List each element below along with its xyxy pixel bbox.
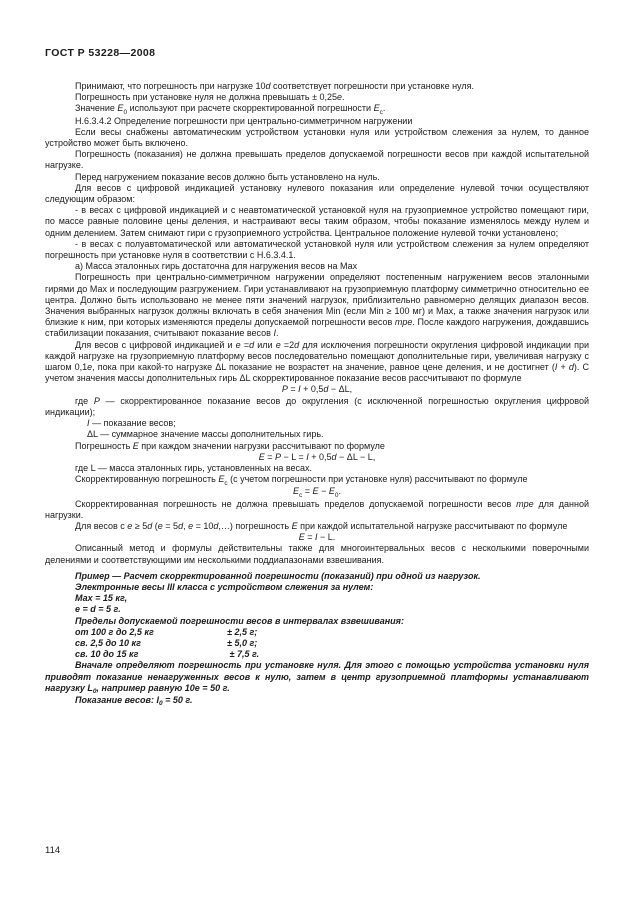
example-paragraph: е = d = 5 г. [75,604,121,615]
example-paragraph: Электронные весы III класса с устройством слежения за нулем: [75,581,374,592]
document-header: ГОСТ Р 53228—2008 [45,47,156,59]
paragraph: Скорректированная погрешность не должна превышать пределов допускаемой погрешности весов mpe для данной нагрузки. [45,498,589,520]
example-paragraph: Пределы допускаемой погрешности весов в интервалах взвешивания: [75,615,404,626]
paragraph: а) Масса эталонных гирь достаточна для нагружения весов на Мах [75,261,358,272]
example-paragraph: Вначале определяют погрешность при установке нуля. Для этого с помощью устройства установки нуля приводят показание ненагруженных весов к нулю, затем в центр грузоприемной платформы устанавливают нагрузку $L_0$, например равную 10е = 50 г. [45,660,589,696]
limit-range: св. 10 до 15 кг [75,649,139,660]
definition-item: I — показание весов; [87,418,176,429]
paragraph: Для весов с е ≥ 5d (е = 5d, е = 10d,…) погрешность Е при каждой испытательной нагрузке рассчитывают по формуле [75,520,568,531]
paragraph: Для весов с цифровой индикацией и е =d или е =2d для исключения погрешности округления цифровой индикации при каждой нагрузке на грузоприемную платформу весов последовательно помещают дополнительные гири, увеличивая нагрузку с шагом 0,1е, пока при какой-то нагрузке ΔL показание не возрастет на значение, равное цене деления, и не достигнет (I + d). С учетом значения массы дополнительных гирь ΔL скорректированное показание весов рассчитывают по формуле [45,339,590,384]
example-paragraph: Мах = 15 кг, [75,593,128,604]
limit-range: св. 2,5 до 10 кг [75,637,141,648]
paragraph: Если весы снабжены автоматическим устройством установки нуля или устройством слежения за нулем, то данное устройство может быть включено. [45,126,589,149]
limits-row [45,627,589,638]
paragraph: Н.6.3.4.2 Определение погрешности при центрально-симметричном нагружении [75,115,413,126]
paragraph: Описанный метод и формулы действительны также для многоинтервальных весов с несколькими поверочными делениями и соответствующими им несколькими поддиапазонами взвешивания. [45,543,589,565]
paragraph: Погрешность при установке нуля не должна превышать ± 0,25е. [75,92,345,103]
limit-range: от 100 г до 2,5 кг [75,626,154,637]
paragraph: - в весах с цифровой индикацией и с неавтоматической установкой нуля на грузоприемное устройство помещают гири, по массе равные половине цены деления, и настраивают весы таким образом, чтобы показание изменялось между нулем и одним делением. Затем снимают гири с грузоприемного устройства. Центральное положение нулевой точки установлено; [45,205,589,238]
paragraph: Погрешность (показания) не должна превышать пределов допускаемой погрешности весов при каждой испытательной нагрузке. [45,149,589,171]
example-paragraph: Пример — Расчет скорректированной погрешности (показаний) при одной из нагрузок. [75,570,481,581]
paragraph: Значение $Е_0$ используют при расчете скорректированной погрешности $Е_с$. [75,103,386,116]
paragraph: где L — масса эталонных гирь, установленных на весах. [75,462,313,473]
definition-item: ΔL — суммарное значение массы дополнительных гирь. [87,429,324,440]
limit-value: ± 7,5 г. [227,649,260,660]
paragraph: - в весах с полуавтоматической или автоматической установкой нуля или устройством слежения за нулем определяют погрешность при установке нуля в соответствии с Н.6.3.4.1. [45,238,589,261]
formula: Е = Р − L = I + 0,5d − ΔL − L, [258,451,376,462]
formula: Е = I − L. [298,532,336,543]
formula: $Е_с = Е - Е_0$. [293,486,341,499]
limits-row [45,638,589,649]
paragraph: Для весов с цифровой индикацией установку нулевого показания или определение нулевой точки осуществляют следующим образом: [45,182,589,205]
example-paragraph: Показание весов: $I_0 = 50$ г. [75,694,193,708]
paragraph: где Р — скорректированное показание весов до округления (с исключенной погрешностью округления цифровой индикации); [45,395,589,417]
paragraph: Погрешность при центрально-симметричном нагружении определяют постепенным нагружением весов эталонными гирями до Мах и последующим разгружением. Гири устанавливают на грузоприемную платформу симметрично относительно ее центра. Должно быть использовано не менее пяти значений нагрузок, приблизительно равномерно делящих диапазон весов. Значения выбранных нагрузок должны включать в себя значения Min (если Min ≥ 100 мг) и Мах, а также значения нагрузок или близкие к ним, при которых изменяются пределы допускаемой погрешности весов mpe. После каждого нагружения, дождавшись стабилизации показания, считывают показание весов I. [45,272,589,339]
formula: Р = I + 0,5d − ΔL, [281,384,353,395]
page-number: 114 [45,845,61,856]
limit-value: ± 2,5 г; [227,626,258,637]
document-body [45,81,589,707]
paragraph: Принимают, что погрешность при нагрузке 10d соответствует погрешности при установке нуля. [75,81,474,91]
paragraph: Скорректированную погрешность $Е_с$ (с учетом погрешности при установке нуля) рассчитывают по формуле [75,474,528,487]
paragraph: Погрешность Е при каждом значении нагрузки рассчитывают по формуле [75,440,385,451]
limit-value: ± 5,0 г; [227,637,258,648]
limits-row [45,649,589,660]
paragraph: Перед нагружением показание весов должно быть установлено на нуль. [75,171,380,182]
